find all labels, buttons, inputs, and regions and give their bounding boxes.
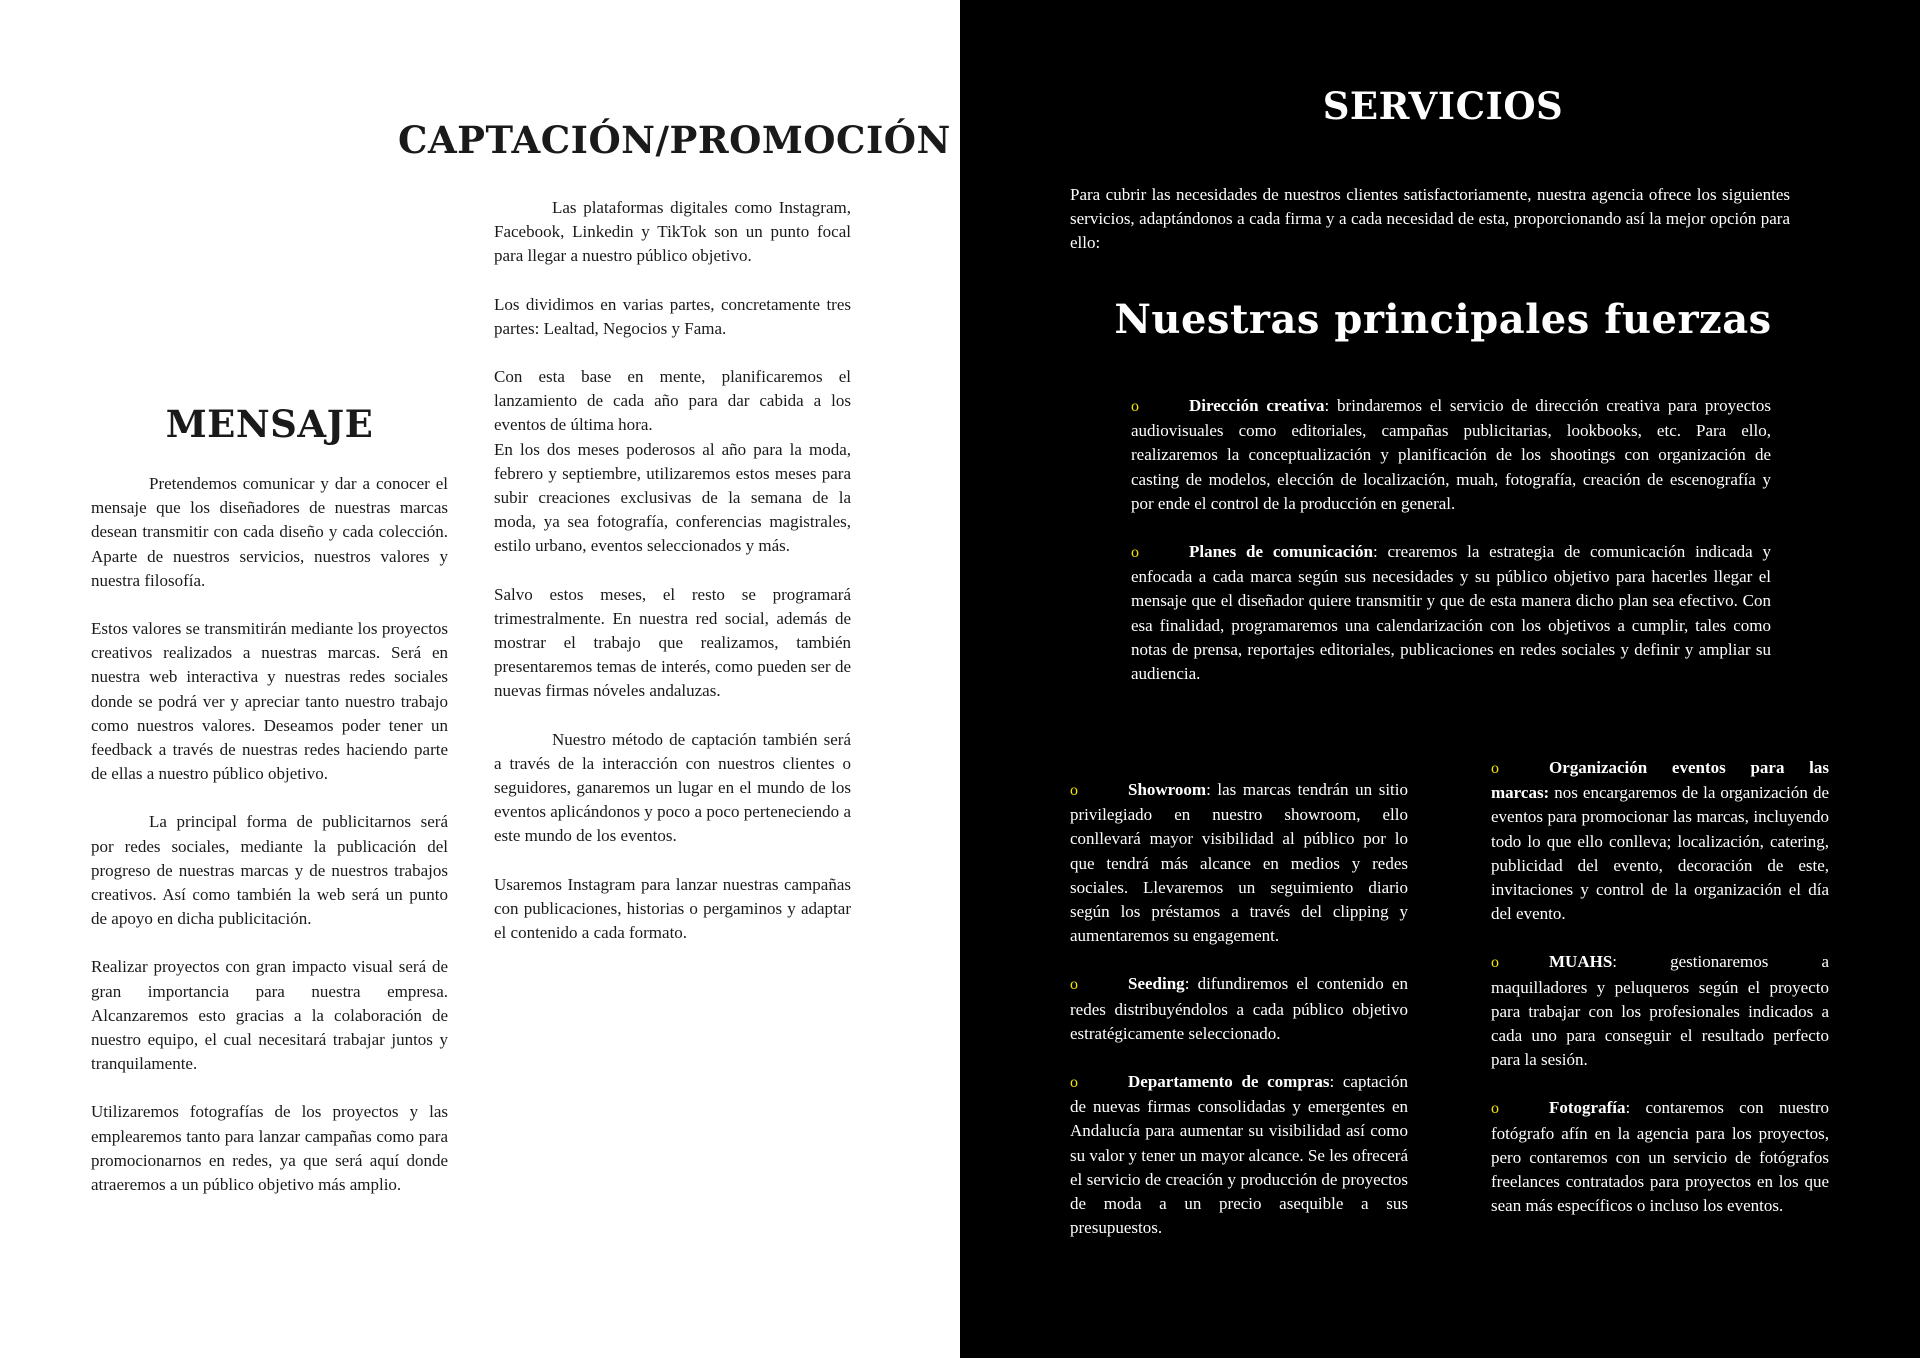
mensaje-column xyxy=(91,472,448,1197)
main-services-list xyxy=(1131,394,1771,686)
service-description: nos encargaremos de la organización de eventos para promocionar las marcas, incluyendo todo lo que ello conlleva; localización, catering, publicidad del evento, decoración de este, invitaciones y control de la organización el día del evento. xyxy=(1491,783,1829,924)
bullet-marker-icon: o xyxy=(1491,760,1499,777)
service-description: gestionaremos a maquilladores y peluqueros según el proyecto para trabajar con los profesionales indicados a cada uno para conseguir el resultado perfecto para la sesión. xyxy=(1491,952,1829,1070)
servicios-title: SERVICIOS xyxy=(1322,84,1564,128)
service-description: brindaremos el servicio de dirección creativa para proyectos audiovisuales como editoriales, campañas publicitarias, lookbooks, etc. Para ello, realizaremos la conceptualización y planificación de los shootings con organización de casting de modelos, elección de localización, muah, fotografía, creación de escenografía y por ende el control de la producción en general. xyxy=(1131,396,1771,513)
service-item-muahs: o MUAHS: gestionaremos a maquilladores y peluqueros según el proyecto para trabajar con los profesionales indicados a cada uno para conseguir el resultado perfecto para la sesión. xyxy=(1491,952,1829,1070)
service-item-fotografia: o Fotografía: contaremos con nuestro fotógrafo afín en la agencia para los proyectos, pero contaremos con un servicio de fotógrafos freelances contratados para proyectos en los que sean más específicos o incluso los eventos. xyxy=(1491,1098,1829,1216)
mensaje-paragraph: La principal forma de publicitarnos será por redes sociales, mediante la publicación del progreso de nuestras marcas y de nuestros trabajos creativos. Así como también la web será un punto de apoyo en dicha publicitación. xyxy=(91,812,448,929)
bullet-marker-icon: o xyxy=(1491,954,1499,972)
bullet-marker-icon: o xyxy=(1070,976,1078,994)
bullet-marker-icon: o xyxy=(1070,782,1078,799)
mensaje-paragraph: Realizar proyectos con gran impacto visual será de gran importancia para nuestra empresa. Alcanzaremos esto gracias a la colaboración de nuestro equipo, el cual necesitará trabajar juntos y tranquilamente. xyxy=(91,957,448,1074)
service-item-planes-comunicacion: o Planes de comunicación: crearemos la estrategia de comunicación indicada y enfocada a cada marca según sus necesidades y su público objetivo para hacerles llegar el mensaje que el diseñador quiere transmitir y que de esta manera dicho plan sea efectivo. Con esa finalidad, programaremos una calendarización con los objetivos a cumplir, tales como notas de prensa, reportajes editoriales, publicaciones en redes sociales y definir y ampliar su audiencia. xyxy=(1131,542,1771,684)
bullet-marker-icon: o xyxy=(1131,544,1139,562)
service-item-departamento-compras: o Departamento de compras: captación de nuevas firmas consolidadas y emergentes en Andalucía para aumentar su visibilidad así como su valor y tener un mayor alcance. Se les ofrecerá el servicio de creación y producción de proyectos de moda a un precio asequible a sus presupuestos. xyxy=(1070,1072,1408,1238)
service-description: captación de nuevas firmas consolidadas y emergentes en Andalucía para aumentar su visibilidad así como su valor y tener un mayor alcance. Se les ofrecerá el servicio de creación y producción de proyectos de moda a un precio asequible a sus presupuestos. xyxy=(1070,1072,1408,1238)
service-item-direccion-creativa: o Dirección creativa: brindaremos el servicio de dirección creativa para proyectos audiovisuales como editoriales, campañas publicitarias, lookbooks, etc. Para ello, realizaremos la conceptualización y planificación de los shootings con organización de casting de modelos, elección de localización, muah, fotografía, creación de escenografía y por ende el control de la producción en general. xyxy=(1131,396,1771,513)
service-item-seeding: o Seeding: difundiremos el contenido en redes distribuyéndolos a cada público objetivo estratégicamente seleccionado. xyxy=(1070,974,1408,1043)
service-item-organizacion-eventos xyxy=(1491,756,1829,926)
service-name: Fotografía xyxy=(1549,1098,1626,1118)
service-item-showroom: o Showroom: las marcas tendrán un sitio privilegiado en nuestro showroom, ello conllevará mayor visibilidad al público por lo que tendrá más alcance en medios y redes sociales. Llevaremos un seguimiento diario según los préstamos a través del clipping y aumentaremos su engagement. xyxy=(1070,780,1408,946)
service-description: contaremos con nuestro fotógrafo afín en la agencia para los proyectos, pero contaremos con un servicio de fotógrafos freelances contratados para proyectos en los que sean más específicos o incluso los eventos. xyxy=(1491,1098,1829,1216)
service-name: Departamento de compras xyxy=(1128,1072,1330,1092)
bullet-marker-icon: o xyxy=(1070,1074,1078,1092)
captacion-paragraph: Las plataformas digitales como Instagram, Facebook, Linkedin y TikTok son un punto focal para llegar a nuestro público objetivo. xyxy=(494,198,851,266)
captacion-paragraph: Los dividimos en varias partes, concretamente tres partes: Lealtad, Negocios y Fama. xyxy=(494,294,851,338)
mensaje-paragraph: Utilizaremos fotografías de los proyectos y las emplearemos tanto para lanzar campañas como para promocionarnos en redes, ya que será aquí donde atraeremos a un público objetivo más amplio. xyxy=(91,1102,448,1195)
mensaje-paragraph: Pretendemos comunicar y dar a conocer el mensaje que los diseñadores de nuestras marcas desean transmitir con cada diseño y cada colección. Aparte de nuestros servicios, nuestros valores y nuestra filosofía. xyxy=(91,474,448,590)
bullet-marker-icon: o xyxy=(1131,398,1139,415)
service-description: las marcas tendrán un sitio privilegiado en nuestro showroom, ello conllevará mayor visibilidad al público por lo que tendrá más alcance en medios y redes sociales. Llevaremos un seguimiento diario según los préstamos a través del clipping y aumentaremos su engagement. xyxy=(1070,780,1408,946)
bullet-marker-icon: o xyxy=(1491,1100,1499,1118)
service-name: Organización eventos para las marcas: xyxy=(1491,758,1829,803)
captacion-paragraph: Con esta base en mente, planificaremos el lanzamiento de cada año para dar cabida a los eventos de última hora. xyxy=(494,367,851,435)
service-name: Showroom xyxy=(1128,780,1207,799)
mensaje-paragraph: Estos valores se transmitirán mediante los proyectos creativos realizados a nuestras marcas. Será en nuestra web interactiva y nuestras redes sociales donde se podrá ver y apreciar tanto nuestro trabajo como nuestros valores. Deseamos poder tener un feedback a través de nuestras redes haciendo parte de ellas a nuestro público objetivo. xyxy=(91,619,448,784)
right-services-list xyxy=(1491,756,1829,1218)
service-name: Planes de comunicación xyxy=(1189,542,1373,562)
servicios-intro: Para cubrir las necesidades de nuestros clientes satisfactoriamente, nuestra agencia ofrece los siguientes servicios, adaptándonos a cada firma y a cada necesidad de esta, proporcionando así la mejor opción para ello: xyxy=(1070,185,1790,253)
service-name: Dirección creativa xyxy=(1189,396,1325,415)
fuerzas-subtitle: Nuestras principales fuerzas xyxy=(1114,296,1772,343)
service-description: crearemos la estrategia de comunicación indicada y enfocada a cada marca según sus necesidades y su público objetivo para hacerles llegar el mensaje que el diseñador quiere transmitir y que de esta manera dicho plan sea efectivo. Con esa finalidad, programaremos una calendarización con los objetivos a cumplir, tales como notas de prensa, reportajes editoriales, publicaciones en redes sociales y definir y ampliar su audiencia. xyxy=(1131,542,1771,684)
left-services-list xyxy=(1070,778,1408,1240)
service-description: difundiremos el contenido en redes distribuyéndolos a cada público objetivo estratégicamente seleccionado. xyxy=(1070,974,1408,1043)
captacion-paragraph: En los dos meses poderosos al año para la moda, febrero y septiembre, utilizaremos estos meses para subir creaciones exclusivas de la semana de la moda, ya sea fotografía, conferencias magistrales, estilo urbano, eventos seleccionados y más. xyxy=(494,439,851,556)
mensaje-title: MENSAJE xyxy=(165,402,374,446)
service-name: MUAHS xyxy=(1549,952,1613,972)
captacion-title: CAPTACIÓN/PROMOCIÓN xyxy=(398,118,951,162)
captacion-paragraph: Salvo estos meses, el resto se programará trimestralmente. En nuestra red social, además de mostrar el trabajo que realizamos, también presentaremos temas de interés, como pueden ser de nuevas firmas nóveles andaluzas. xyxy=(494,584,851,701)
captacion-paragraph: Nuestro método de captación también será a través de la interacción con nuestros clientes o seguidores, ganaremos un lugar en el mundo de los eventos aplicándonos y poco a poco perteneciendo a este mundo de los eventos. xyxy=(494,729,851,846)
right-page xyxy=(960,0,1920,1358)
service-name: Seeding xyxy=(1128,974,1185,994)
captacion-paragraph: Usaremos Instagram para lanzar nuestras campañas con publicaciones, historias o pergaminos y adaptar el contenido a cada formato. xyxy=(494,874,851,943)
captacion-column xyxy=(494,196,851,945)
